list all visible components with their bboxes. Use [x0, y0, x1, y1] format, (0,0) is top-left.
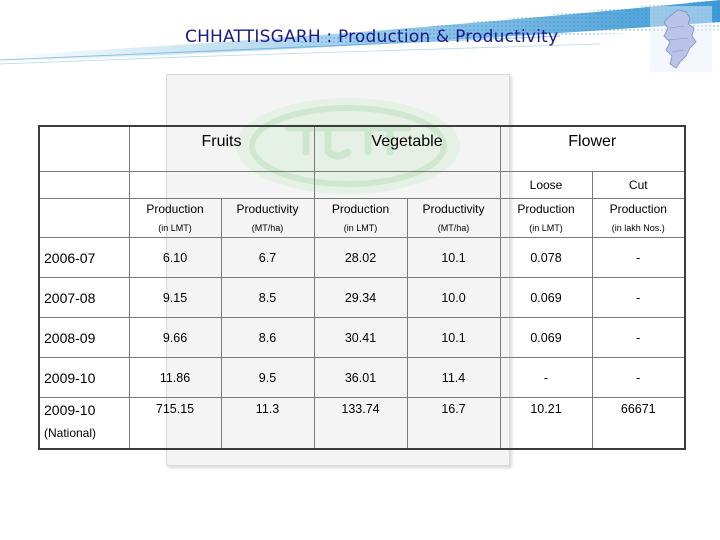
table-cell: 9.15	[129, 278, 221, 318]
row-year: 2009-10	[39, 358, 129, 398]
header-row-groups	[39, 126, 685, 172]
chhattisgarh-map-icon	[650, 6, 712, 72]
table-cell: 8.6	[221, 318, 314, 358]
table-cell: 10.21	[500, 398, 592, 450]
table-cell: 0.078	[500, 238, 592, 278]
table-cell: 0.069	[500, 278, 592, 318]
table-cell: 0.069	[500, 318, 592, 358]
column-measure: Production	[592, 199, 685, 220]
header-row-measures	[39, 199, 685, 220]
empty-header-cell	[129, 172, 314, 199]
table-row	[39, 358, 685, 398]
column-measure: Production	[500, 199, 592, 220]
group-header-fruits: Fruits	[129, 126, 314, 172]
table-cell: 133.74	[314, 398, 407, 450]
empty-header-cell	[39, 126, 129, 172]
row-year-label: 2009-10	[44, 402, 96, 418]
row-year: 2008-09	[39, 318, 129, 358]
table-row	[39, 278, 685, 318]
row-year-note: (National)	[44, 426, 97, 440]
column-measure: Productivity	[407, 199, 500, 220]
table-cell: 11.86	[129, 358, 221, 398]
table-cell: 6.10	[129, 238, 221, 278]
table-cell: -	[592, 358, 685, 398]
row-year	[39, 398, 129, 450]
table-cell: -	[500, 358, 592, 398]
table-cell: -	[592, 318, 685, 358]
table-cell: 29.34	[314, 278, 407, 318]
table-cell: -	[592, 238, 685, 278]
flower-sub-loose: Loose	[500, 172, 592, 199]
flower-sub-cut: Cut	[592, 172, 685, 199]
table-cell: 9.66	[129, 318, 221, 358]
table-cell: 36.01	[314, 358, 407, 398]
table-cell: 10.1	[407, 238, 500, 278]
table-row	[39, 318, 685, 358]
slide-title: CHHATTISGARH : Production & Productivity	[185, 27, 559, 47]
table-cell: 11.3	[221, 398, 314, 450]
table-cell: 10.1	[407, 318, 500, 358]
table-row	[39, 398, 685, 450]
row-year: 2006-07	[39, 238, 129, 278]
table-cell: 6.7	[221, 238, 314, 278]
column-unit: (MT/ha)	[221, 219, 314, 238]
column-measure: Productivity	[221, 199, 314, 220]
empty-header-cell	[314, 172, 500, 199]
header-row-flower-sub	[39, 172, 685, 199]
column-unit: (in LMT)	[500, 219, 592, 238]
column-measure: Production	[314, 199, 407, 220]
table-cell: 9.5	[221, 358, 314, 398]
column-unit: (in LMT)	[129, 219, 221, 238]
table-cell: 10.0	[407, 278, 500, 318]
table-cell: 28.02	[314, 238, 407, 278]
table-row	[39, 238, 685, 278]
column-unit: (in lakh Nos.)	[592, 219, 685, 238]
table-cell: 16.7	[407, 398, 500, 450]
production-table	[38, 125, 686, 450]
header-row-units	[39, 219, 685, 238]
table-cell: -	[592, 278, 685, 318]
empty-header-cell	[39, 199, 129, 238]
table-cell: 66671	[592, 398, 685, 450]
row-year: 2007-08	[39, 278, 129, 318]
table-cell: 11.4	[407, 358, 500, 398]
group-header-flower: Flower	[500, 126, 685, 172]
table-cell: 8.5	[221, 278, 314, 318]
empty-header-cell	[39, 172, 129, 199]
column-measure: Production	[129, 199, 221, 220]
column-unit: (in LMT)	[314, 219, 407, 238]
column-unit: (MT/ha)	[407, 219, 500, 238]
table-cell: 30.41	[314, 318, 407, 358]
group-header-vegetable: Vegetable	[314, 126, 500, 172]
table-cell: 715.15	[129, 398, 221, 450]
